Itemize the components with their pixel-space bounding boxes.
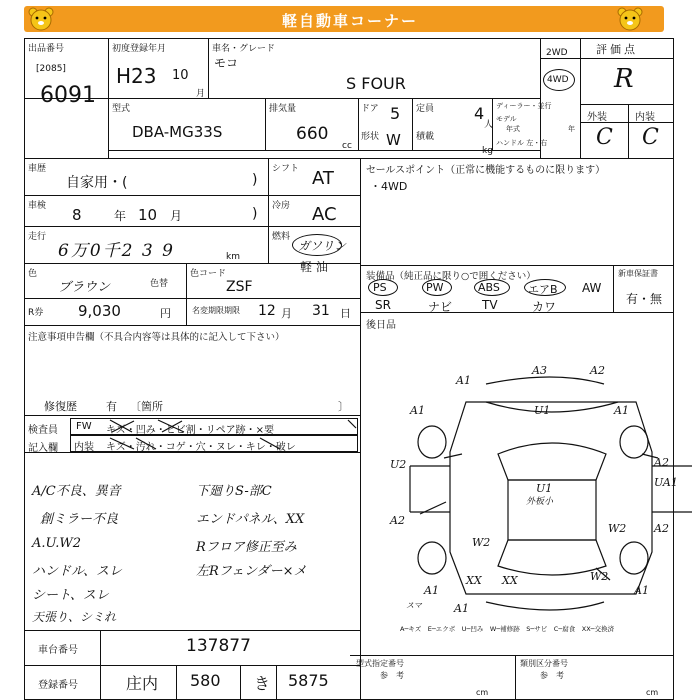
inspection-year-unit: 年 <box>114 209 127 223</box>
svg-text:XX: XX <box>502 574 518 587</box>
equip-abs: ABS <box>478 281 500 294</box>
equipment-label: 装備品（純正品に限り○で囲ください） <box>366 271 536 282</box>
registration-number: 5875 <box>288 671 329 690</box>
dealer-label: ディーラー・並行 <box>496 102 552 110</box>
svg-text:A3: A3 <box>532 364 547 377</box>
shift-value: AT <box>312 168 334 189</box>
inspector-fw: FW <box>76 421 92 432</box>
name-change-day: 31 <box>312 303 330 319</box>
price-value: 9,030 <box>78 302 121 320</box>
svg-text:A2: A2 <box>590 364 605 377</box>
repair-value: 有 <box>106 400 117 413</box>
svg-text:UA1: UA1 <box>654 476 678 489</box>
chassis-number: 137877 <box>186 636 251 656</box>
ac-value: AC <box>312 204 337 225</box>
history-label: 車歴 <box>28 164 47 174</box>
price-unit: 円 <box>160 307 171 320</box>
mileage-unit: km <box>226 252 240 262</box>
name-change-month: 12 <box>258 303 276 319</box>
exterior-grade: C <box>596 125 613 150</box>
cm-unit: cm <box>476 688 489 697</box>
note-line: 下廻りS-部C <box>196 484 272 499</box>
notes-label: 注意事項申告欄（不具合内容等は具体的に記入して下さい） <box>28 332 285 343</box>
first-reg-month: 10 <box>172 68 189 83</box>
svg-text:A1: A1 <box>454 602 469 615</box>
svg-text:U2: U2 <box>390 458 407 471</box>
afterward-label: 後日品 <box>366 320 396 331</box>
svg-text:A1: A1 <box>614 404 629 417</box>
color-change-label: 色替 <box>150 279 169 289</box>
load-label: 積載 <box>416 132 435 142</box>
year-unit: 年 <box>568 125 575 133</box>
color-code: ZSF <box>226 279 253 295</box>
drive-2wd: 2WD <box>546 48 568 58</box>
damage-legend: A─キズ E─エクボ U─凹み W─補修跡 S─サビ C─腐食 XX─交換済 <box>400 625 615 633</box>
shift-label: シフト <box>272 164 300 174</box>
color-code-label: 色コード <box>190 269 227 279</box>
capacity-label: 定員 <box>416 104 435 114</box>
inspector-exterior-items: キズ・凹み・ヒビ割・リペア跡・×要 <box>106 425 274 436</box>
note-line: シート、スレ <box>32 588 109 603</box>
shape-value: W <box>386 131 401 149</box>
displacement-value: 660 <box>296 124 329 144</box>
equip-airbag: エアB <box>528 283 558 296</box>
record-label: 記入欄 <box>28 443 58 454</box>
lot-small-number: [2085] <box>36 64 66 74</box>
repair-label: 修復歴 <box>44 400 77 413</box>
inspection-label: 車検 <box>28 201 47 211</box>
mileage-value: 6万0千2 3 9 <box>58 241 175 261</box>
svg-text:A1: A1 <box>410 404 425 417</box>
bear-logo-icon <box>616 6 644 34</box>
interior-items: キズ・汚れ・コゲ・穴・ヌレ・キレ・破レ <box>106 442 296 453</box>
year-label: 年式 <box>506 125 520 133</box>
ac-label: 冷房 <box>272 201 291 211</box>
sales-point-label: セールスポイント（正常に機能するものに限ります） <box>366 165 606 176</box>
equip-sr: SR <box>375 298 391 312</box>
first-reg-year: H23 <box>116 64 157 88</box>
note-line: A/C不良、異音 <box>32 484 121 499</box>
name-change-label: 名変期限期限 <box>192 306 240 315</box>
lot-number: 6091 <box>40 83 96 108</box>
equip-ps: PS <box>373 281 387 294</box>
capacity-unit: 人 <box>484 120 494 130</box>
warranty-value: 有・無 <box>626 292 663 306</box>
registration-area: 庄内 <box>126 674 159 693</box>
note-line: A.U.W2 <box>32 536 82 551</box>
price-label: R券 <box>28 308 44 318</box>
history-value: 自家用・( <box>66 175 128 191</box>
model-year-label: モデル <box>496 115 517 123</box>
note-line: Rフロア修正至み <box>196 540 297 555</box>
note-line: ハンドル、スレ <box>32 564 122 579</box>
svg-text:U1: U1 <box>534 404 551 417</box>
equip-navi: ナビ <box>428 300 453 314</box>
name-change-day-unit: 日 <box>340 307 351 320</box>
name-change-month-unit: 月 <box>281 307 292 320</box>
shape-label: 形状 <box>361 132 380 142</box>
model-label: 型式 <box>112 104 131 114</box>
mileage-label: 走行 <box>28 232 47 242</box>
handle-label: ハンドル 左・右 <box>496 139 548 147</box>
inspection-month-unit: 月 <box>170 209 183 223</box>
doors-label: ドア <box>361 104 379 114</box>
capacity-value: 4 <box>474 104 485 123</box>
svg-text:W2: W2 <box>608 522 627 535</box>
chassis-label: 車台番号 <box>38 645 78 656</box>
svg-text:A1: A1 <box>424 584 439 597</box>
svg-text:U1: U1 <box>536 482 553 495</box>
fuel-gasoline: ガソリン <box>298 239 347 253</box>
cm-unit: cm <box>646 688 659 697</box>
class-number-label: 類別区分番号 <box>520 659 568 668</box>
evaluation-label: 評価点 <box>596 43 638 56</box>
history-close: ) <box>252 172 258 188</box>
inspection-close: ) <box>252 206 258 222</box>
fuel-diesel: 軽 油 <box>300 260 328 274</box>
registration-kana: き <box>254 674 271 693</box>
repair-place: 〔箇所 <box>130 400 163 413</box>
repair-close: 〕 <box>338 400 349 413</box>
car-name: モコ <box>214 56 239 70</box>
svg-text:A2: A2 <box>654 456 669 469</box>
equip-leather: カワ <box>532 300 557 314</box>
displacement-label: 排気量 <box>269 104 297 114</box>
load-unit: kg <box>482 146 493 156</box>
registration-class: 580 <box>190 671 221 690</box>
equip-pw: PW <box>426 281 444 294</box>
car-grade: S FOUR <box>346 74 406 93</box>
lot-label: 出品番号 <box>28 44 65 54</box>
svg-text:スマ: スマ <box>406 601 422 610</box>
sales-point-item: ・4WD <box>370 180 408 193</box>
strike-marks <box>100 418 360 452</box>
car-damage-diagram <box>366 362 678 622</box>
note-line: 創ミラー不良 <box>40 512 119 527</box>
first-reg-label: 初度登録年月 <box>112 44 167 54</box>
interior-grade: C <box>642 125 659 150</box>
interior-label: 内装 <box>635 112 655 123</box>
note-line: 天張り、シミれ <box>32 610 117 624</box>
inspection-year: 8 <box>72 206 82 224</box>
warranty-label: 新車保証書 <box>618 269 658 278</box>
interior-label-small: 内装 <box>74 442 94 453</box>
svg-text:外板小: 外板小 <box>526 497 554 507</box>
reference-label: 参 考 <box>380 671 404 680</box>
header-title: 軽自動車コーナー <box>281 12 418 30</box>
fuel-label: 燃料 <box>272 232 291 242</box>
svg-text:W2: W2 <box>472 536 491 549</box>
svg-text:A1: A1 <box>456 374 471 387</box>
car-label: 車名・グレード <box>212 44 276 54</box>
inspector-label: 検査員 <box>28 425 58 436</box>
doors-value: 5 <box>390 104 401 123</box>
displacement-unit: cc <box>342 141 352 151</box>
model-value: DBA-MG33S <box>132 123 223 141</box>
svg-text:A2: A2 <box>654 522 669 535</box>
note-line: 左Rフェンダー×メ <box>196 564 307 579</box>
note-line: エンドパネル、XX <box>196 512 305 527</box>
registration-label: 登録番号 <box>38 680 78 691</box>
form-number-label: 型式指定番号 <box>356 659 404 668</box>
equip-aw: AW <box>582 281 602 295</box>
inspection-month: 10 <box>138 206 158 224</box>
first-reg-month-unit: 月 <box>196 89 206 99</box>
exterior-label: 外装 <box>587 112 607 123</box>
svg-text:A1: A1 <box>634 584 649 597</box>
color-label: 色 <box>28 269 38 279</box>
svg-text:XX: XX <box>466 574 482 587</box>
reference-label: 参 考 <box>540 671 564 680</box>
equip-tv: TV <box>482 298 498 312</box>
svg-text:W2: W2 <box>590 570 609 583</box>
svg-text:A2: A2 <box>390 514 405 527</box>
bear-logo-icon <box>27 6 55 34</box>
evaluation-score: R <box>614 64 634 94</box>
color-value: ブラウン <box>58 280 111 295</box>
drive-4wd: 4WD <box>547 75 569 85</box>
